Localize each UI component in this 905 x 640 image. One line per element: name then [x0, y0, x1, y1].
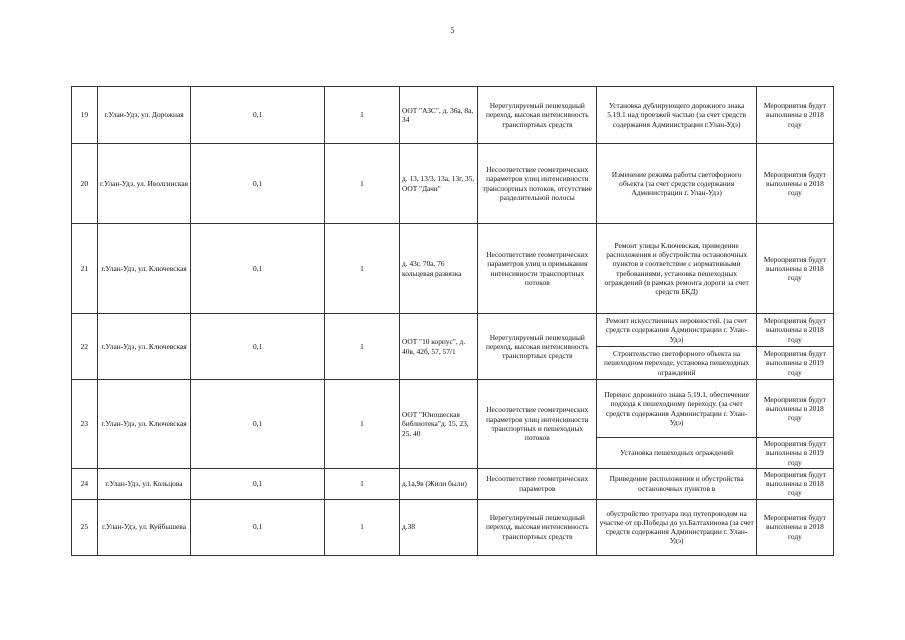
row-number: 20	[72, 144, 98, 224]
cause-cell: Нерегулируемый пешеходный переход, высокая интенсивность транспортных средств	[478, 499, 597, 555]
term-cell: Мероприятия будут выполнены в 2018 году	[756, 314, 833, 347]
measure-cell: Установка дублирующего дорожного знака 5.19.1 над проезжей частью (за счет средств содержания Администрации г.Улан-Удэ)	[597, 87, 756, 144]
location-cell: ООТ "10 корпус", д. 40в, 42б, 57, 57/1	[400, 314, 478, 380]
location-cell: ООТ "АЗС", д. 36а, 8а, 34	[400, 87, 478, 144]
cause-cell: Нерегулируемый пешеходный переход, высокая интенсивность транспортных средств	[478, 314, 597, 380]
table-row	[72, 380, 834, 438]
term-cell: Мероприятия будут выполнены в 2018 году	[756, 224, 833, 314]
value-cell: 0,1	[191, 314, 325, 380]
value-cell: 0,1	[191, 468, 325, 499]
page-number: 5	[450, 26, 455, 35]
cause-cell: Несоответствие геометрических параметров	[478, 468, 597, 499]
term-cell: Мероприятия будут выполнены в 2018 году	[756, 499, 833, 555]
table-row	[72, 314, 834, 347]
row-number: 25	[72, 499, 98, 555]
count-cell: 1	[324, 380, 399, 469]
count-cell: 1	[324, 224, 399, 314]
street-cell: г.Улан-Удэ, ул. Ключевская	[97, 314, 191, 380]
value-cell: 0,1	[191, 144, 325, 224]
measures-table	[71, 86, 834, 556]
location-cell: д. 43г, 70а, 76 кольцевая развязка	[400, 224, 478, 314]
term-cell: Мероприятия будут выполнены в 2019 году	[756, 347, 833, 380]
term-cell: Мероприятия будут выполнены в 2018 году	[756, 468, 833, 499]
count-cell: 1	[324, 87, 399, 144]
street-cell: г.Улан-Удэ, ул. Ключевская	[97, 224, 191, 314]
cause-cell: Нерегулируемый пешеходный переход, высокая интенсивность транспортных средств	[478, 87, 597, 144]
street-cell: г.Улан-Удэ, ул. Кольцова	[97, 468, 191, 499]
street-cell: г.Улан-Удэ, ул. Дорожная	[97, 87, 191, 144]
count-cell: 1	[324, 314, 399, 380]
count-cell: 1	[324, 468, 399, 499]
street-cell: г.Улан-Удэ, ул. Иволгинская	[97, 144, 191, 224]
table-row	[72, 87, 834, 144]
table-body	[72, 87, 834, 556]
row-number: 24	[72, 468, 98, 499]
location-cell: д. 13, 13/3, 13а, 13г, 35, ООТ "Дачи"	[400, 144, 478, 224]
value-cell: 0,1	[191, 380, 325, 469]
street-cell: г.Улан-Удэ, ул. Куйбышева	[97, 499, 191, 555]
row-number: 23	[72, 380, 98, 469]
table-row	[72, 468, 834, 499]
street-cell: г.Улан-Удэ, ул. Ключевская	[97, 380, 191, 469]
measure-cell: Ремонт улицы Ключевская, приведение расположения и обустройства остановочных пунктов в соответствие с нормативными требованиями, установка пешеходных ограждений (в рамках ремонта дороги за счет средств БКД)	[597, 224, 756, 314]
cause-cell: Несоответствие геометрических параметров улиц интенсивности транспортных потоков, отсутствие разделительной полосы	[478, 144, 597, 224]
row-number: 19	[72, 87, 98, 144]
term-cell: Мероприятия будут выполнены в 2018 году	[756, 87, 833, 144]
location-cell: д.1а,9в (Жили были)	[400, 468, 478, 499]
value-cell: 0,1	[191, 224, 325, 314]
measure-cell: Изменение режима работы светофорного объекта (за счет средств содержания Администрации г. Улан-Удэ)	[597, 144, 756, 224]
term-cell: Мероприятия будут выполнены в 2018 году	[756, 380, 833, 438]
term-cell: Мероприятия будут выполнены в 2018 году	[756, 144, 833, 224]
measure-cell: Установка пешеходных ограждений	[597, 438, 756, 469]
row-number: 22	[72, 314, 98, 380]
measure-cell: Приведение расположения и обустройства остановочных пунктов в	[597, 468, 756, 499]
value-cell: 0,1	[191, 499, 325, 555]
cause-cell: Несоответствие геометрических параметров улиц интенсивности транспортных и пешеходных потоков	[478, 380, 597, 469]
measure-cell: Строительство светофорного объекта на пешеходном переходе, установка пешеходных ограждений	[597, 347, 756, 380]
measure-cell: обустройство тротуара под путепроводом на участке от пр.Победы до ул.Балтахинова (за счет средств содержания Администрации г. Улан-Удэ)	[597, 499, 756, 555]
row-number: 21	[72, 224, 98, 314]
table-row	[72, 224, 834, 314]
measure-cell: Ремонт искусственных неровностей. (за счет средств содержания Администрации г. Улан-Удэ)	[597, 314, 756, 347]
cause-cell: Несоответствие геометрических параметров улиц и примыкания интенсивности транспортных потоков	[478, 224, 597, 314]
count-cell: 1	[324, 144, 399, 224]
location-cell: ООТ "Юношеская библиотека"д. 15, 23, 25, 40	[400, 380, 478, 469]
count-cell: 1	[324, 499, 399, 555]
term-cell: Мероприятия будут выполнены в 2019 году	[756, 438, 833, 469]
value-cell: 0,1	[191, 87, 325, 144]
table-row	[72, 144, 834, 224]
table-row	[72, 499, 834, 555]
measure-cell: Перенос дорожного знака 5.19.1, обеспечение подхода к пешеходному переходу. (за счет средств содержания Администрации г. Улан-Удэ)	[597, 380, 756, 438]
location-cell: д.38	[400, 499, 478, 555]
